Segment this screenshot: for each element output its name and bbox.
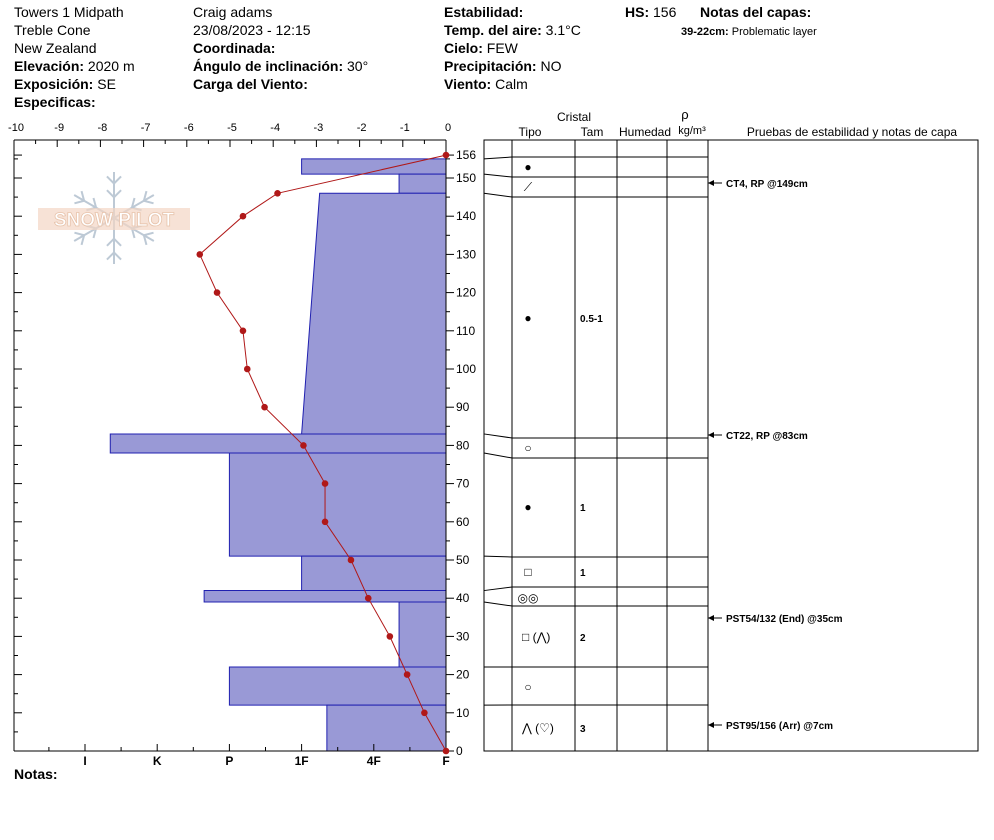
hardness-tick-label: 1F [294, 754, 309, 768]
snowflake-branch [144, 201, 154, 204]
temperature-point [404, 671, 411, 678]
sky-label: Cielo: [444, 40, 483, 56]
temp-tick-label: -6 [183, 122, 194, 134]
temperature-point [443, 748, 450, 755]
header-density-unit: kg/m³ [678, 125, 706, 137]
exposure-label: Exposición: [14, 76, 94, 92]
temperature-point [214, 289, 221, 296]
temperature-point [348, 557, 355, 564]
stability-label: Estabilidad: [444, 4, 524, 20]
test-arrow-head [708, 432, 714, 438]
height-tick-label: 50 [456, 553, 470, 567]
snowflake-branch [107, 253, 114, 260]
test-arrow-head [708, 180, 714, 186]
layer-connector [484, 434, 512, 438]
temp-tick-label: -7 [140, 122, 151, 134]
crystal-size: 1 [580, 568, 586, 579]
hardness-tick-label: P [225, 754, 234, 768]
observer-name: Craig adams [193, 4, 273, 20]
temperature-point [300, 442, 307, 449]
layer-note-text: Problematic layer [731, 26, 817, 38]
hardness-tick-label: 4F [366, 754, 381, 768]
height-tick-label: 110 [456, 323, 476, 338]
layer-connector [484, 556, 512, 557]
stability-test-label: CT22, RP @83cm [726, 431, 808, 442]
air-temp-value: 3.1°C [545, 22, 581, 38]
height-tick-label: 80 [456, 438, 470, 453]
crystal-type: ◎◎ [517, 591, 539, 605]
layer-connector [484, 157, 512, 159]
snowflake-branch [107, 190, 114, 197]
snowflake-branch [74, 233, 84, 236]
stability-test-label: PST54/132 (End) @35cm [726, 614, 843, 625]
slope-value: 30° [347, 58, 369, 74]
crystal-size: 0.5-1 [580, 314, 603, 325]
hardness-tick-label: K [152, 754, 162, 768]
snowflake-branch [114, 190, 121, 197]
wind-value: Calm [495, 76, 528, 92]
exposure-value: SE [97, 76, 116, 92]
snowflake-branch [107, 239, 114, 246]
height-tick-label: 0 [456, 744, 463, 758]
layer-connector [484, 587, 512, 591]
temp-tick-label: -1 [399, 122, 410, 134]
crystal-type: ○ [524, 680, 532, 694]
stability-test-label: CT4, RP @149cm [726, 179, 808, 190]
hardness-layer [110, 434, 446, 453]
hardness-layer [327, 705, 446, 751]
wind-label: Viento: [444, 76, 492, 92]
hardness-layer [399, 602, 446, 667]
layer-connector [484, 174, 512, 177]
temperature-point [421, 710, 428, 717]
crystal-table [484, 107, 978, 751]
temp-tick-label: -8 [97, 122, 108, 134]
snowflake-branch [107, 176, 114, 183]
temperature-point [244, 366, 251, 373]
snowflake-branch [74, 201, 84, 204]
height-tick-label: 150 [456, 171, 477, 185]
crystal-type: □ (⋀) [522, 630, 551, 644]
snowflake-branch [114, 239, 121, 246]
table-frame [484, 140, 978, 751]
height-tick-label: 30 [456, 629, 470, 644]
temperature-point [387, 633, 394, 640]
snowpilot-logo [38, 172, 190, 264]
coords-label: Coordinada: [193, 40, 276, 56]
hardness-layer [302, 193, 446, 434]
height-tick-label: 130 [456, 247, 477, 262]
height-tick-label: 60 [456, 514, 470, 529]
height-tick-label: 120 [456, 285, 477, 300]
header-type: Tipo [518, 125, 542, 139]
crystal-type: ⋀ (♡) [522, 721, 554, 735]
temperature-point [240, 328, 247, 335]
air-temp-label: Temp. del aire: [444, 22, 542, 38]
location-name: Towers 1 Midpath [14, 4, 124, 20]
header-moisture: Humedad [618, 125, 672, 139]
snowflake-branch [144, 233, 154, 236]
specifics-label: Especificas: [14, 94, 96, 110]
hardness-layer [229, 667, 446, 705]
temperature-point [322, 480, 329, 487]
hs-label: HS: [625, 4, 650, 20]
area-name: Treble Cone [14, 22, 91, 38]
hardness-profile [110, 159, 446, 751]
notes-label: Notas: [14, 766, 58, 782]
elevation-label: Elevación: [14, 58, 85, 74]
layer-connector [484, 453, 512, 458]
crystal-type: ● [524, 311, 532, 325]
stability-test-label: PST95/156 (Arr) @7cm [726, 721, 834, 732]
height-tick-label: 70 [456, 476, 470, 491]
slope-label: Ángulo de inclinación: [193, 58, 344, 74]
height-tick-label: 100 [456, 362, 477, 376]
layer-connector [484, 193, 512, 197]
layer-note-range: 39-22cm: [681, 26, 729, 38]
temp-tick-label: -10 [8, 122, 24, 134]
height-tick-label: 90 [456, 400, 470, 415]
crystal-type: ⟋ [523, 180, 533, 194]
header-size: Tam [580, 125, 604, 139]
temperature-point [322, 519, 329, 526]
hardness-tick-label: I [83, 754, 87, 768]
temperature-point [261, 404, 268, 411]
temperature-point [274, 190, 281, 197]
height-tick-label: 20 [456, 667, 470, 682]
temp-tick-label: 0 [444, 122, 452, 134]
country-name: New Zealand [14, 40, 97, 56]
temp-tick-label: -2 [356, 122, 367, 134]
test-arrow-head [708, 722, 714, 728]
header-crystal: Cristal [556, 110, 592, 124]
height-tick-label: 156 [456, 148, 477, 163]
precip-value: NO [540, 58, 562, 74]
layer-notes-label: Notas del capas: [700, 4, 812, 20]
test-arrow-head [708, 615, 714, 621]
elevation-value: 2020 m [87, 58, 135, 74]
observation-datetime: 23/08/2023 - 12:15 [193, 22, 311, 38]
temperature-point [240, 213, 247, 220]
hardness-layer [399, 174, 446, 193]
crystal-type: ● [524, 500, 532, 514]
crystal-size: 1 [580, 503, 586, 514]
header-density-symbol: ρ [681, 107, 689, 122]
layer-connector [484, 602, 512, 606]
temperature-point [365, 595, 372, 602]
temp-tick-label: -9 [54, 122, 65, 134]
precip-label: Precipitación: [444, 58, 537, 74]
temp-tick-label: -3 [313, 122, 324, 134]
crystal-size: 3 [580, 724, 586, 735]
hardness-layer [204, 591, 446, 602]
hs-value: 156 [653, 4, 677, 20]
crystal-size: 2 [580, 633, 586, 644]
height-tick-label: 40 [456, 591, 470, 606]
temperature-point [443, 152, 450, 159]
snowflake-branch [114, 253, 121, 260]
snowflake-branch [114, 176, 121, 183]
crystal-type: ○ [524, 441, 532, 455]
logo-text: SNOW PILOT [53, 210, 175, 231]
wind-load-label: Carga del Viento: [193, 76, 308, 92]
sky-value: FEW [486, 40, 518, 56]
temp-tick-label: -4 [270, 122, 281, 134]
hardness-tick-label: F [442, 754, 450, 768]
header-tests: Pruebas de estabilidad y notas de capa [746, 125, 958, 139]
height-tick-label: 140 [456, 209, 477, 224]
crystal-type: ● [524, 160, 532, 174]
height-tick-label: 10 [456, 705, 470, 720]
temp-tick-label: -5 [227, 122, 237, 134]
hardness-layer [302, 556, 446, 590]
temperature-point [196, 251, 203, 258]
crystal-type: □ [524, 565, 532, 579]
